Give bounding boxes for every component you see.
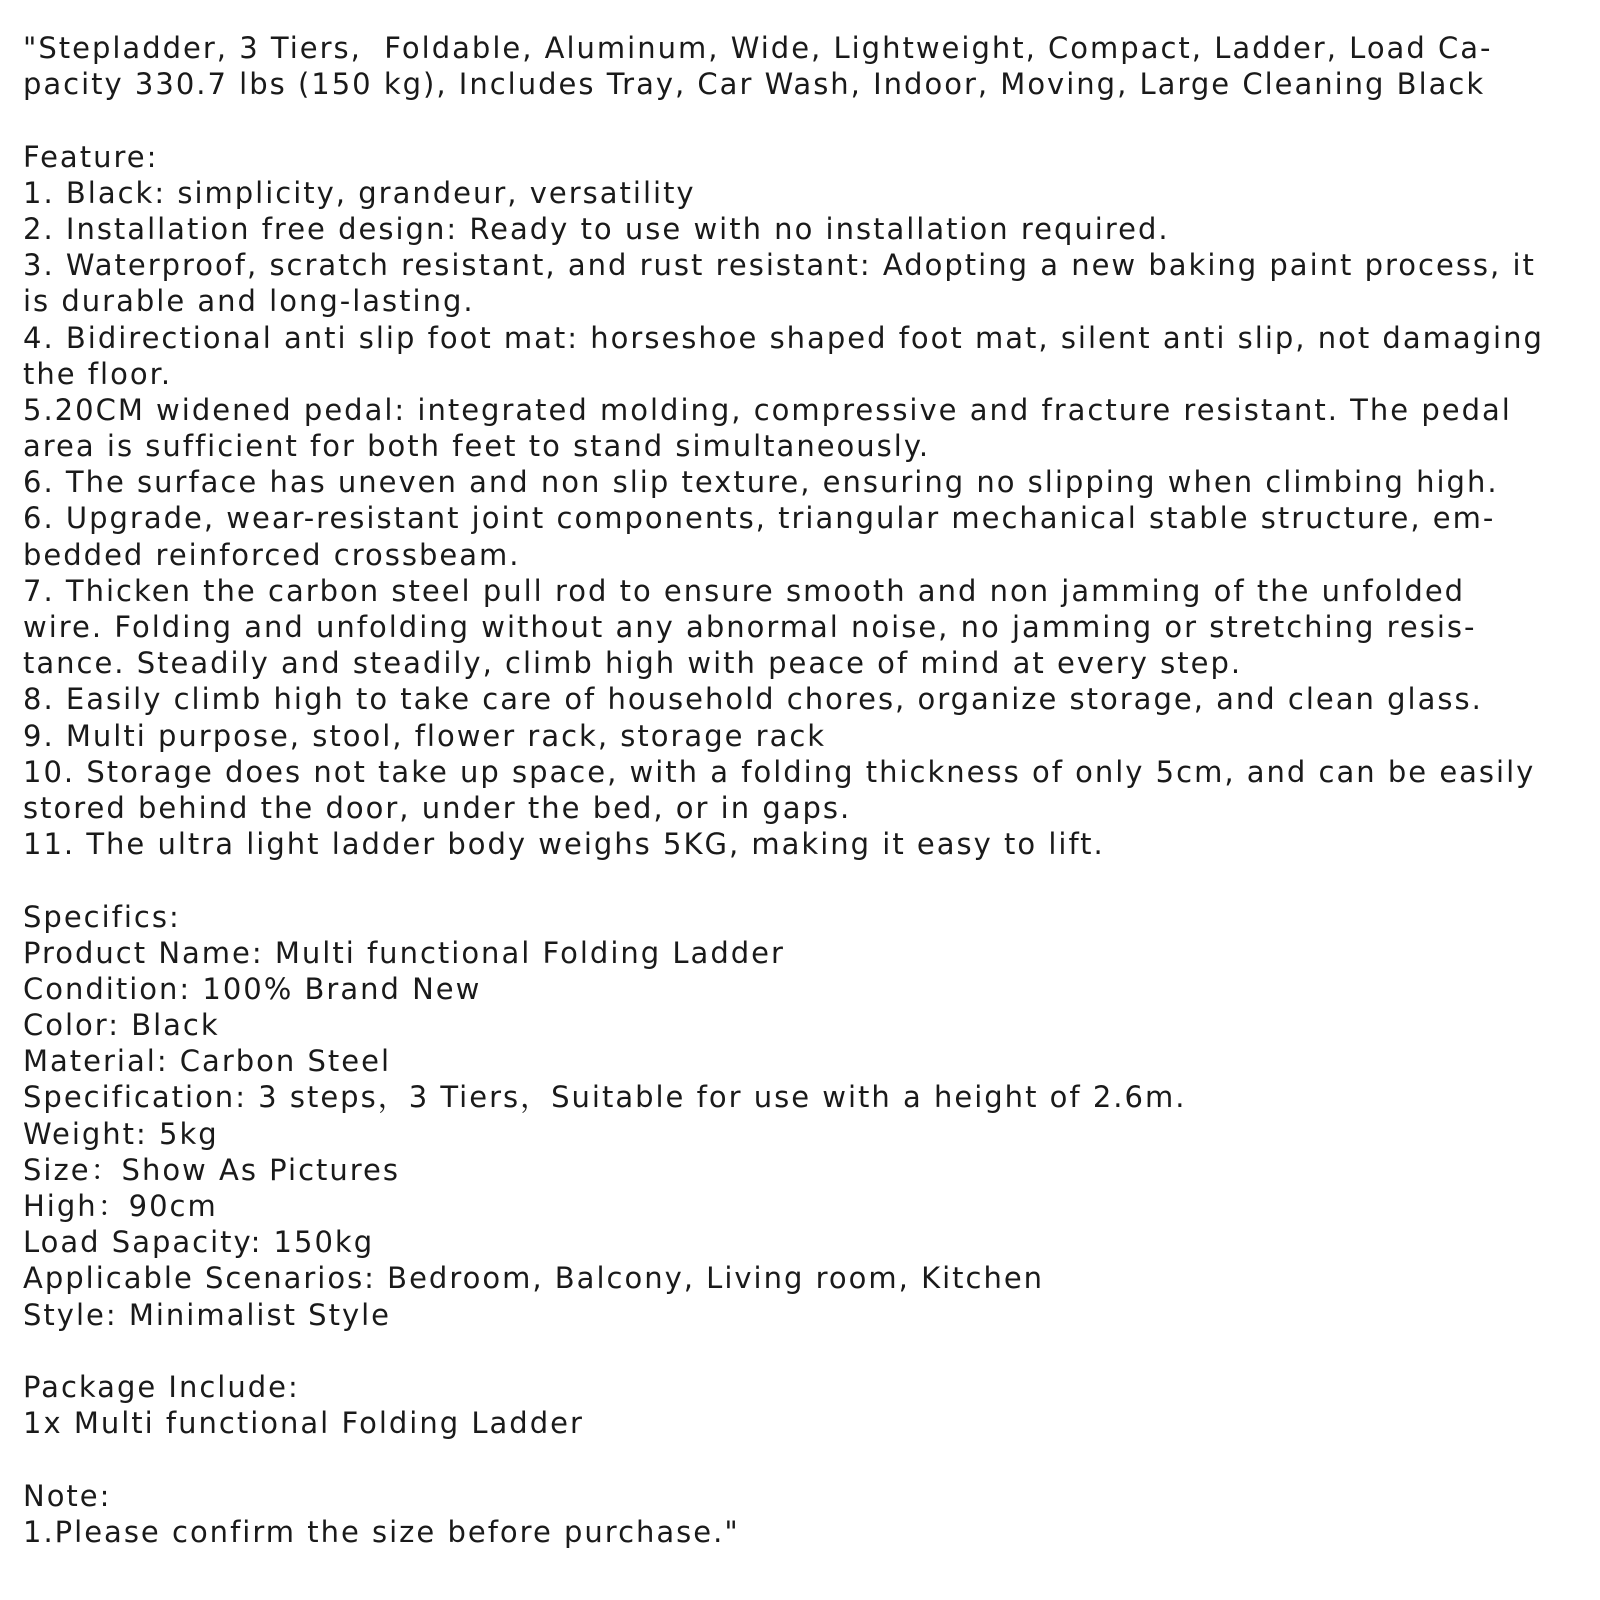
package-section [23,1369,1583,1441]
package-heading: Package Include: [23,1369,300,1404]
specifics-line: Load Sapacity: 150kg [23,1225,375,1260]
specifics-line: Product Name: Multi functional Folding Ladder [23,935,785,970]
spacer [23,102,1583,138]
feature-line: wire. Folding and unfolding without any abnormal noise, no jamming or stretching resis- [23,610,1477,644]
feature-line: 6. The surface has uneven and non slip texture, ensuring no slipping when climbing high. [23,465,1499,500]
specifics-line: Condition: 100% Brand New [23,971,482,1006]
feature-line: the floor. [23,356,173,391]
feature-line: 2. Installation free design: Ready to use with no installation required. [23,211,1170,246]
specifics-line: Applicable Scenarios: Bedroom, Balcony, Living room, Kitchen [23,1261,1045,1296]
spacer [23,1333,1583,1369]
feature-line: 9. Multi purpose, stool, flower rack, storage rack [23,718,827,753]
product-description-document [23,30,1583,1550]
title-line: pacity 330.7 lbs (150 kg), Includes Tray, Car Wash, Indoor, Moving, Large Cleaning Black [23,67,1486,102]
specifics-section [23,899,1583,1333]
title-line: "Stepladder, 3 Tiers, Foldable, Aluminum, Wide, Lightweight, Compact, Ladder, Load Ca- [23,31,1493,65]
specifics-line: Weight: 5kg [23,1116,219,1151]
feature-line: 8. Easily climb high to take care of household chores, organize storage, and clean glass. [23,682,1483,717]
feature-line: area is sufficient for both feet to stand simultaneously. [23,429,931,464]
specifics-line: Style: Minimalist Style [23,1297,392,1332]
feature-line: 10. Storage does not take up space, with a folding thickness of only 5cm, and can be easily [23,754,1536,789]
feature-line: 5.20CM widened pedal: integrated molding, compressive and fracture resistant. The pedal [23,392,1512,427]
feature-line: is durable and long-lasting. [23,284,475,319]
feature-line: 3. Waterproof, scratch resistant, and rust resistant: Adopting a new baking paint process, it [23,248,1536,283]
spacer [23,1441,1583,1477]
feature-line: bedded reinforced crossbeam. [23,537,521,572]
specifics-line: Size：Show As Pictures [23,1152,401,1187]
specifics-heading: Specifics: [23,899,181,934]
feature-section [23,139,1583,863]
feature-line: 6. Upgrade, wear-resistant joint components, triangular mechanical stable structure, em- [23,501,1496,536]
package-line: 1x Multi functional Folding Ladder [23,1406,584,1441]
spacer [23,862,1583,898]
note-heading: Note: [23,1478,112,1513]
note-section [23,1478,1583,1550]
specifics-line: Specification: 3 steps，3 Tiers，Suitable for use with a height of 2.6m. [23,1080,1187,1115]
feature-line: 1. Black: simplicity, grandeur, versatility [23,175,696,210]
specifics-line: Material: Carbon Steel [23,1044,392,1079]
feature-line: stored behind the door, under the bed, or in gaps. [23,790,852,825]
specifics-line: Color: Black [23,1008,220,1043]
feature-line: tance. Steadily and steadily, climb high with peace of mind at every step. [23,646,1243,681]
feature-line: 4. Bidirectional anti slip foot mat: horseshoe shaped foot mat, silent anti slip, not damaging [23,320,1544,355]
feature-line: 11. The ultra light ladder body weighs 5KG, making it easy to lift. [23,827,1105,862]
feature-line: 7. Thicken the carbon steel pull rod to ensure smooth and non jamming of the unfolded [23,573,1466,608]
specifics-line: High：90cm [23,1189,218,1223]
product-title [23,30,1583,102]
feature-heading: Feature: [23,139,159,174]
note-line: 1.Please confirm the size before purchase." [23,1514,740,1549]
